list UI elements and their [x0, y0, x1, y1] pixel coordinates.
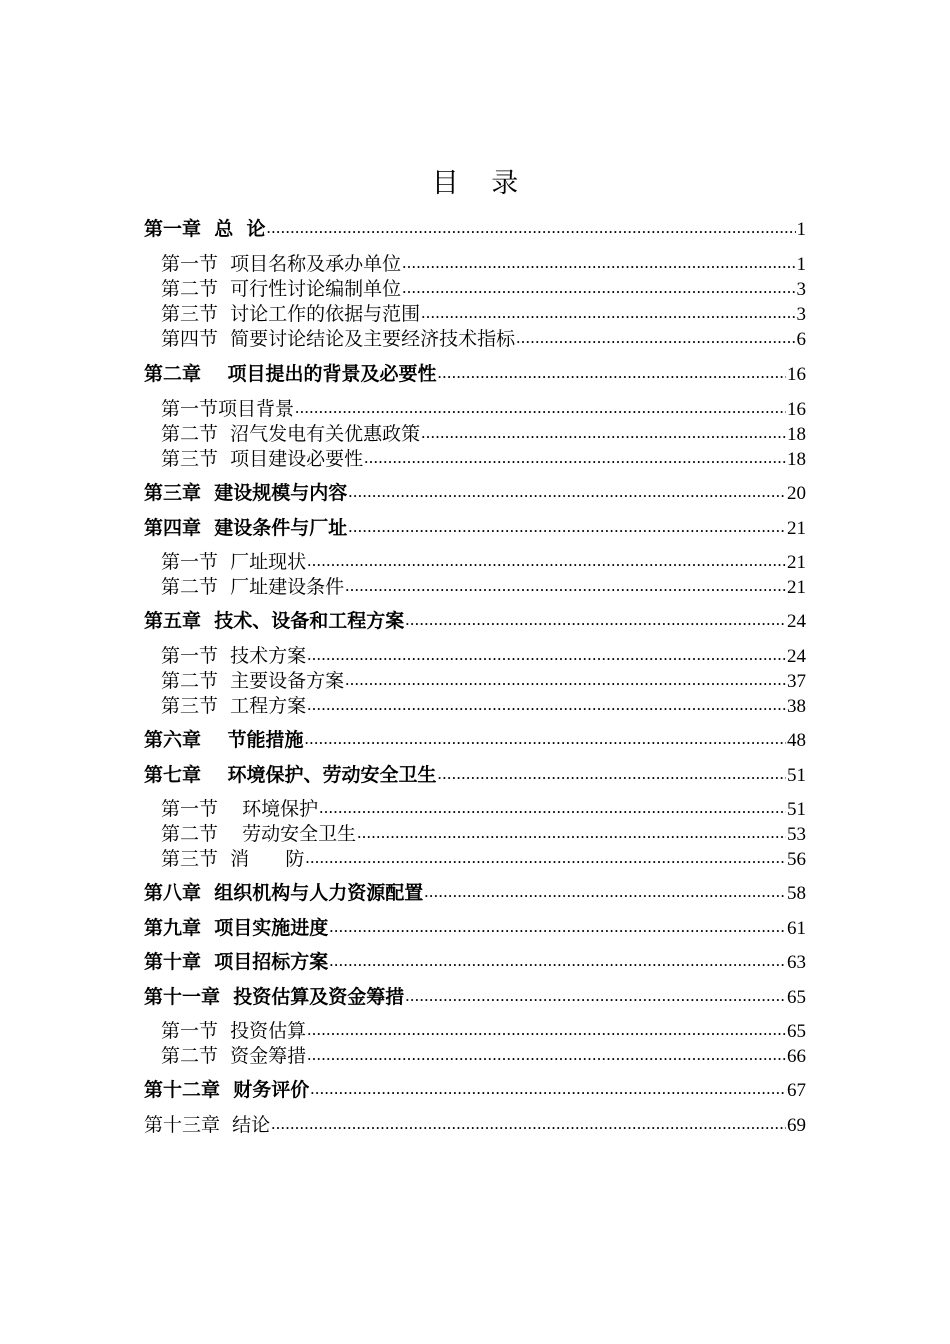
toc-page-number: 66: [787, 1046, 806, 1067]
dot-leader: [437, 764, 786, 787]
toc-entry-title: 第一章 总 论: [144, 218, 266, 240]
toc-page-number: 63: [787, 952, 806, 973]
toc-entry-title: 第五章 技术、设备和工程方案: [144, 610, 405, 632]
toc-entry-title: 第一节项目背景: [161, 398, 295, 420]
toc-page-number: 51: [787, 765, 806, 786]
toc-page-number: 6: [796, 329, 806, 350]
toc-section-entry[interactable]: [144, 548, 806, 574]
toc-section-entry[interactable]: [144, 445, 806, 471]
toc-entry-title: 第一节 投资估算: [161, 1020, 307, 1042]
toc-entry-title: 第二节 资金筹措: [161, 1045, 307, 1067]
toc-section-entry[interactable]: [144, 395, 806, 421]
toc-page-number: 21: [787, 552, 806, 573]
toc-section-entry[interactable]: [144, 275, 806, 301]
toc-section-entry[interactable]: [144, 845, 806, 871]
toc-section-entry[interactable]: [144, 820, 806, 846]
toc-entry-title: 第二节 主要设备方案: [161, 670, 345, 692]
toc-entry-title: 第二节 厂址建设条件: [161, 576, 345, 598]
toc-section-entry[interactable]: [144, 325, 806, 351]
toc-entry-title: 第三章 建设规模与内容: [144, 482, 348, 504]
toc-section-entry[interactable]: [144, 642, 806, 668]
toc-page-number: 20: [787, 483, 806, 504]
toc-chapter-entry[interactable]: [144, 1076, 806, 1102]
dot-leader: [424, 882, 786, 905]
toc-page-number: 61: [787, 918, 806, 939]
toc-chapter-entry[interactable]: [144, 983, 806, 1009]
toc-entry-title: 第二章 项目提出的背景及必要性: [144, 363, 437, 385]
toc-page-number: 21: [787, 577, 806, 598]
toc-page-number: 1: [796, 254, 806, 275]
toc-page-number: 51: [787, 799, 806, 820]
toc-entry-title: 第十二章 财务评价: [144, 1079, 310, 1101]
toc-chapter-entry[interactable]: [144, 914, 806, 940]
toc-entry-title: 第二节 劳动安全卫生: [161, 823, 357, 845]
toc-page-number: 53: [787, 824, 806, 845]
toc-page-number: 37: [787, 671, 806, 692]
toc-entry-title: 第一节 环境保护: [161, 798, 319, 820]
toc-entry-title: 第六章 节能措施: [144, 729, 304, 751]
toc-entry-title: 第三节 消 防: [161, 848, 305, 870]
toc-entry-title: 第四节 简要讨论结论及主要经济技术指标: [161, 328, 516, 350]
dot-leader: [310, 1079, 786, 1102]
toc-entry-title: 第二节 沼气发电有关优惠政策: [161, 423, 421, 445]
dot-leader: [402, 278, 795, 301]
dot-leader: [516, 328, 795, 351]
toc-page-number: 58: [787, 883, 806, 904]
dot-leader: [319, 798, 786, 821]
toc-chapter-entry[interactable]: [144, 1111, 806, 1137]
dot-leader: [271, 1114, 786, 1137]
toc-chapter-entry[interactable]: [144, 607, 806, 633]
dot-leader: [304, 729, 786, 752]
toc-section-entry[interactable]: [144, 250, 806, 276]
toc-page-number: 21: [787, 518, 806, 539]
dot-leader: [307, 695, 786, 718]
toc-page-number: 16: [787, 364, 806, 385]
toc-page-number: 3: [796, 304, 806, 325]
dot-leader: [348, 482, 786, 505]
toc-entry-title: 第一节 厂址现状: [161, 551, 307, 573]
toc-page-number: 67: [787, 1080, 806, 1101]
dot-leader: [437, 363, 786, 386]
toc-page-number: 38: [787, 696, 806, 717]
dot-leader: [345, 670, 786, 693]
toc-entry-title: 第十三章 结论: [144, 1114, 271, 1136]
dot-leader: [405, 610, 786, 633]
toc-chapter-entry[interactable]: [144, 514, 806, 540]
toc-chapter-entry[interactable]: [144, 479, 806, 505]
toc-section-entry[interactable]: [144, 1017, 806, 1043]
toc-page-number: 48: [787, 730, 806, 751]
toc-section-entry[interactable]: [144, 1042, 806, 1068]
toc-entry-title: 第三节 项目建设必要性: [161, 448, 364, 470]
dot-leader: [348, 517, 786, 540]
dot-leader: [307, 1045, 786, 1068]
toc-chapter-entry[interactable]: [144, 761, 806, 787]
dot-leader: [266, 218, 795, 241]
toc-section-entry[interactable]: [144, 692, 806, 718]
dot-leader: [421, 303, 795, 326]
toc-entry-title: 第十一章 投资估算及资金筹措: [144, 986, 405, 1008]
toc-entry-title: 第八章 组织机构与人力资源配置: [144, 882, 424, 904]
toc-page-number: 65: [787, 987, 806, 1008]
toc-page-number: 24: [787, 646, 806, 667]
dot-leader: [329, 917, 786, 940]
toc-page-number: 69: [787, 1115, 806, 1136]
toc-chapter-entry[interactable]: [144, 726, 806, 752]
dot-leader: [421, 423, 786, 446]
toc-entry-title: 第一节 技术方案: [161, 645, 307, 667]
dot-leader: [307, 1020, 786, 1043]
toc-chapter-entry[interactable]: [144, 879, 806, 905]
dot-leader: [307, 551, 786, 574]
toc-entry-title: 第九章 项目实施进度: [144, 917, 329, 939]
dot-leader: [357, 823, 786, 846]
toc-entry-title: 第十章 项目招标方案: [144, 951, 329, 973]
toc-page-number: 18: [787, 424, 806, 445]
toc-entry-title: 第三节 讨论工作的依据与范围: [161, 303, 421, 325]
toc-page-number: 65: [787, 1021, 806, 1042]
dot-leader: [364, 448, 786, 471]
dot-leader: [307, 645, 786, 668]
dot-leader: [305, 848, 786, 871]
dot-leader: [329, 951, 786, 974]
dot-leader: [345, 576, 786, 599]
dot-leader: [402, 253, 795, 276]
toc-page-number: 16: [787, 399, 806, 420]
toc-entry-title: 第二节 可行性讨论编制单位: [161, 278, 402, 300]
toc-chapter-entry[interactable]: [144, 948, 806, 974]
toc-section-entry[interactable]: [144, 667, 806, 693]
toc-entry-title: 第七章 环境保护、劳动安全卫生: [144, 764, 437, 786]
toc-entry-title: 第三节 工程方案: [161, 695, 307, 717]
toc-entry-title: 第四章 建设条件与厂址: [144, 517, 348, 539]
toc-page-number: 18: [787, 449, 806, 470]
toc-section-entry[interactable]: [144, 300, 806, 326]
dot-leader: [405, 986, 786, 1009]
toc-entry-title: 第一节 项目名称及承办单位: [161, 253, 402, 275]
page-title: 目 录: [431, 168, 531, 199]
toc-chapter-entry[interactable]: [144, 360, 806, 386]
toc-section-entry[interactable]: [144, 795, 806, 821]
toc-chapter-entry[interactable]: [144, 215, 806, 241]
toc-page-number: 56: [787, 849, 806, 870]
toc-section-entry[interactable]: [144, 420, 806, 446]
toc-section-entry[interactable]: [144, 573, 806, 599]
toc-page-number: 24: [787, 611, 806, 632]
toc-page-number: 1: [796, 219, 806, 240]
toc-page-number: 3: [796, 279, 806, 300]
dot-leader: [295, 398, 786, 421]
